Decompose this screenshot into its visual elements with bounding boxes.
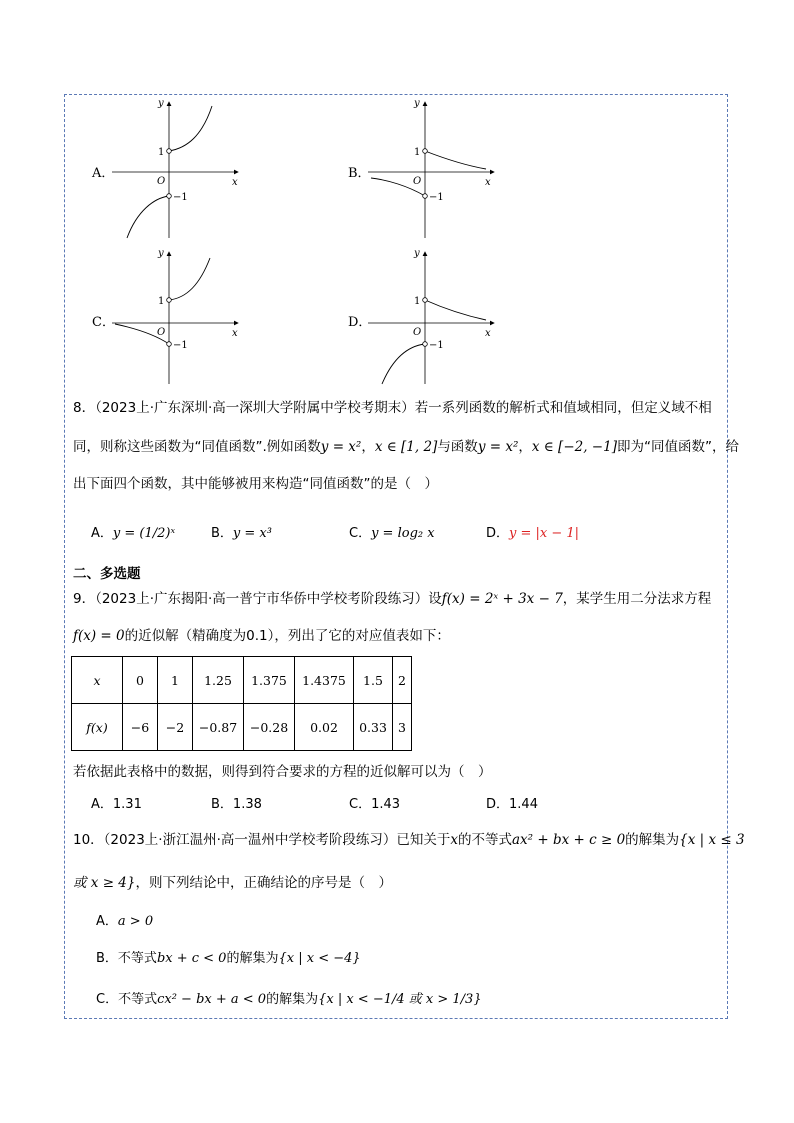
q8-text: ， — [518, 439, 532, 455]
q8-text: ， — [361, 439, 375, 455]
y-label: y — [158, 98, 164, 109]
open-point — [423, 298, 428, 303]
table-row — [72, 704, 412, 751]
table-cell: 2 — [393, 657, 412, 704]
q9-option-a[interactable] — [91, 793, 142, 812]
x-label: x — [485, 177, 491, 188]
option-label: C． — [349, 526, 372, 541]
table-cell: −6 — [123, 704, 158, 751]
option-value: 1.44 — [509, 797, 538, 812]
option-expr: y = x³ — [232, 526, 272, 541]
section-title: 二、多选题 — [73, 566, 141, 582]
tick-1: 1 — [414, 147, 421, 158]
q8-line-1: 8．（2023上·广东深圳·高一深圳大学附属中学校考期末）若一系列函数的解析式和值域相同，但定义域不相 — [73, 400, 712, 416]
option-text: 不等式 — [118, 992, 158, 1007]
q9-line-2 — [73, 626, 450, 646]
q10-line-2 — [73, 873, 392, 893]
table-cell: −0.87 — [193, 704, 244, 751]
table-row — [72, 657, 412, 704]
q9-equation: f(x) = 0 — [73, 628, 125, 644]
table-cell: 1.5 — [354, 657, 393, 704]
y-label: y — [158, 248, 164, 259]
curve-right — [425, 151, 486, 169]
option-label: B． — [96, 951, 118, 966]
option-expr: a > 0 — [117, 914, 154, 929]
table-cell: 1.25 — [193, 657, 244, 704]
graph-option-a-label: A． — [92, 166, 115, 181]
table-cell: 0.02 — [295, 704, 354, 751]
q10-line-1 — [73, 830, 745, 850]
table-cell: f(x) — [72, 704, 123, 751]
q10-set: {x | x ≤ 3 — [679, 832, 745, 848]
q8-option-c[interactable] — [349, 522, 435, 541]
q10-text: 10．（2023上·浙江温州·高一温州中学校考阶段练习）已知关于 — [73, 832, 451, 848]
y-label: y — [414, 98, 420, 109]
x-label: x — [232, 177, 238, 188]
option-label: C． — [349, 797, 372, 812]
q8-domain-1: x ∈ [1, 2] — [374, 439, 438, 455]
graph-d — [368, 246, 503, 386]
graph-option-b-label: B． — [348, 166, 371, 181]
tick-1: 1 — [158, 296, 165, 307]
q8-option-b[interactable] — [211, 522, 272, 541]
x-label: x — [232, 328, 238, 339]
origin-label: O — [157, 176, 166, 187]
option-expr: y = (1/2)ˣ — [112, 526, 176, 541]
tick-neg-1: −1 — [173, 192, 188, 203]
q9-option-d[interactable] — [486, 793, 538, 812]
tick-1: 1 — [158, 147, 165, 158]
option-value: 1.38 — [232, 797, 262, 812]
graph-option-c-label: C． — [92, 315, 115, 330]
graph-b — [368, 96, 503, 241]
option-expr: cx² − bx + a < 0 — [157, 992, 267, 1007]
q10-option-c[interactable] — [96, 988, 482, 1007]
q8-line-2 — [73, 437, 739, 457]
q9-option-c[interactable] — [349, 793, 400, 812]
option-label: D． — [486, 797, 510, 812]
q8-option-d[interactable] — [486, 522, 579, 541]
q8-line-3: 出下面四个函数，其中能够被用来构造“同值函数”的是（ ） — [73, 476, 438, 492]
q9-text: 9．（2023上·广东揭阳·高一普宁市华侨中学校考阶段练习）设 — [73, 591, 442, 607]
q8-text: 同，则称这些函数为“同值函数”.例如函数 — [73, 439, 321, 455]
curve-lower — [127, 196, 169, 238]
table-cell: 1.375 — [244, 657, 295, 704]
option-value: 1.43 — [371, 797, 401, 812]
y-label: y — [414, 248, 420, 259]
origin-label: O — [413, 176, 422, 187]
open-point — [423, 149, 428, 154]
q8-text: 即为“同值函数”，给 — [616, 439, 739, 455]
option-text: 不等式 — [117, 951, 157, 966]
option-text: 的解集为 — [226, 951, 279, 966]
table-cell: 1.4375 — [295, 657, 354, 704]
q10-text: 的解集为 — [625, 832, 680, 848]
table-cell: −2 — [158, 704, 193, 751]
open-point — [423, 342, 428, 347]
graph-a — [112, 96, 252, 241]
option-label: D． — [486, 526, 510, 541]
option-value: 1.31 — [112, 797, 142, 812]
q8-option-a[interactable] — [91, 522, 175, 541]
option-expr: y = |x − 1| — [509, 526, 580, 541]
option-expr: y = log₂ x — [371, 526, 435, 541]
graph-c — [112, 246, 252, 386]
table-cell: 3 — [393, 704, 412, 751]
tick-neg-1: −1 — [429, 340, 444, 351]
curve-upper — [169, 106, 212, 151]
q9-func: f(x) = 2ˣ + 3x − 7 — [441, 591, 563, 607]
table-cell: 0 — [123, 657, 158, 704]
option-label: A． — [96, 914, 118, 929]
x-label: x — [485, 328, 491, 339]
option-label: B． — [211, 526, 233, 541]
option-label: A． — [91, 526, 113, 541]
q10-option-a[interactable] — [96, 910, 153, 929]
q9-text: 的近似解（精确度为0.1），列出了它的对应值表如下： — [124, 628, 450, 644]
open-point — [167, 298, 172, 303]
q8-func-2: y = x² — [477, 439, 519, 455]
option-label: A． — [91, 797, 113, 812]
option-label: B． — [211, 797, 233, 812]
value-table — [71, 656, 412, 751]
q10-inequality: ax² + bx + c ≥ 0 — [512, 832, 626, 848]
tick-neg-1: −1 — [173, 340, 188, 351]
option-label: C． — [96, 992, 119, 1007]
q8-text: 与函数 — [437, 439, 478, 455]
q9-after-table: 若依据此表格中的数据，则得到符合要求的方程的近似解可以为（ ） — [73, 764, 492, 780]
table-cell: −0.28 — [244, 704, 295, 751]
graph-option-d-label: D． — [348, 315, 372, 330]
q8-domain-2: x ∈ [−2, −1] — [531, 439, 617, 455]
origin-label: O — [157, 327, 166, 338]
curve-left — [382, 344, 425, 384]
q10-text: ，则下列结论中，正确结论的序号是（ ） — [135, 875, 392, 891]
option-set: {x | x < −1/4 或 x > 1/3} — [318, 992, 482, 1007]
table-cell: x — [72, 657, 123, 704]
open-point — [423, 194, 428, 199]
q9-option-b[interactable] — [211, 793, 262, 812]
q9-text: ，某学生用二分法求方程 — [562, 591, 712, 607]
q10-text: 的不等式 — [458, 832, 512, 848]
curve-right — [169, 258, 210, 300]
curve-right — [425, 300, 486, 320]
open-point — [167, 149, 172, 154]
q10-option-b[interactable] — [96, 947, 361, 966]
tick-1: 1 — [414, 296, 421, 307]
table-cell: 0.33 — [354, 704, 393, 751]
table-cell: 1 — [158, 657, 193, 704]
open-point — [167, 194, 172, 199]
origin-label: O — [413, 327, 422, 338]
q10-var: x — [450, 832, 458, 848]
option-expr: bx + c < 0 — [156, 951, 227, 966]
tick-neg-1: −1 — [429, 192, 444, 203]
q8-func-1: y = x² — [320, 439, 362, 455]
q9-line-1 — [73, 589, 711, 609]
option-set: {x | x < −4} — [278, 951, 361, 966]
option-text: 的解集为 — [266, 992, 319, 1007]
q10-set: 或 x ≥ 4} — [73, 875, 136, 891]
open-point — [167, 342, 172, 347]
